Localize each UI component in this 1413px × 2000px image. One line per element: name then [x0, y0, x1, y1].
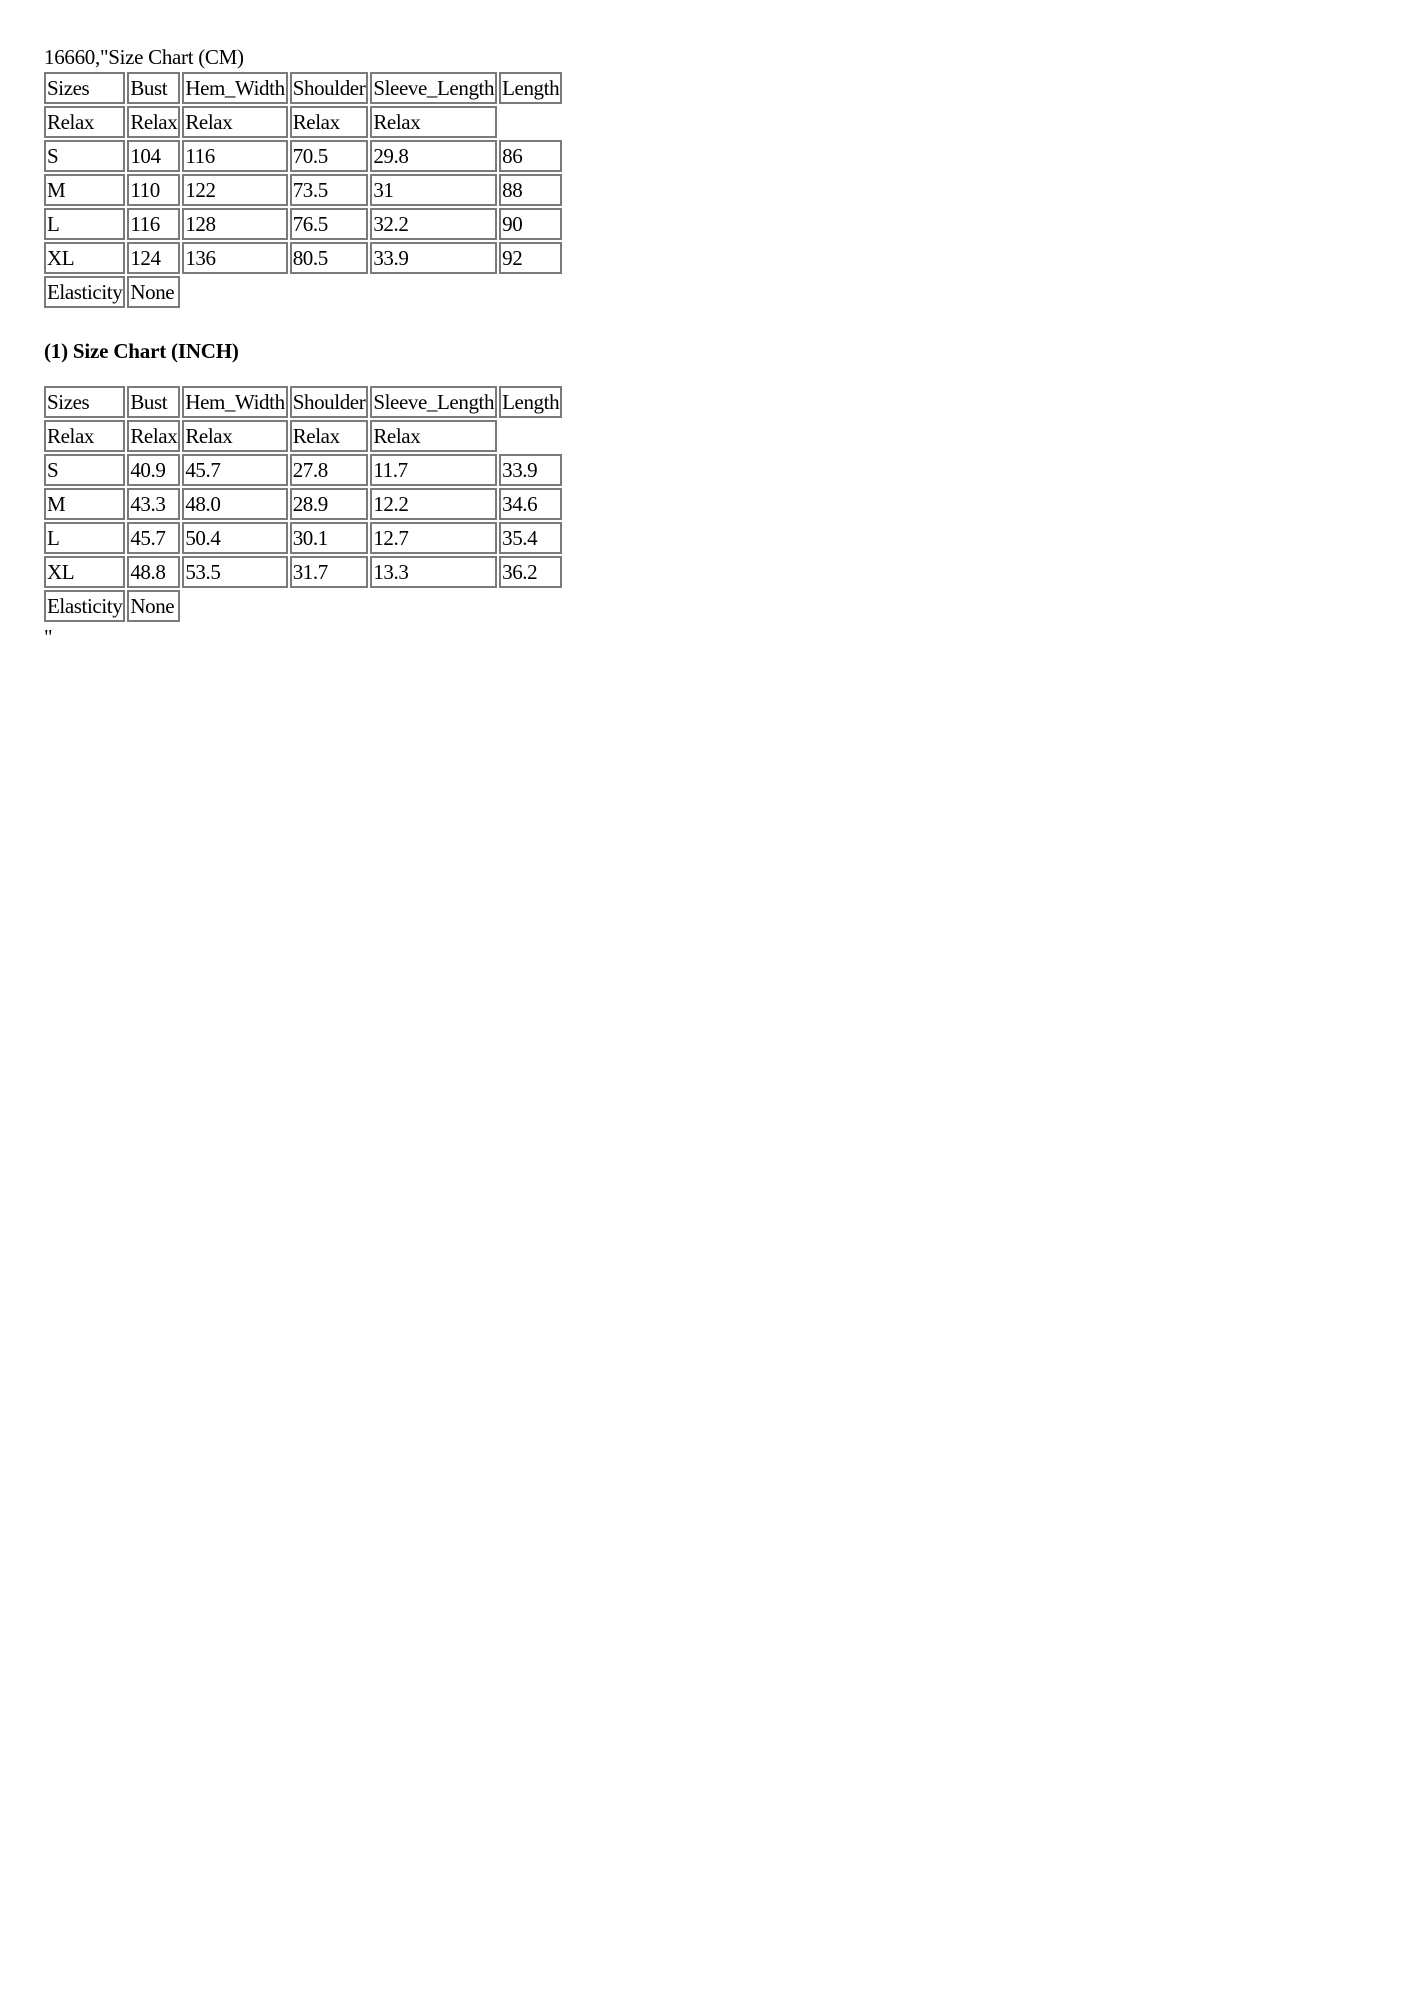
table-cell: 45.7	[182, 454, 287, 486]
table-row	[44, 454, 562, 486]
size-chart-cm-table	[42, 70, 564, 310]
header-cell-shoulder: Shoulder	[290, 386, 369, 418]
header-cell-hem-width: Hem_Width	[182, 386, 287, 418]
document-title: 16660,"Size Chart (CM)	[44, 45, 244, 69]
relax-cell: Relax	[182, 106, 287, 138]
table-cell: 124	[127, 242, 180, 274]
header-cell-sleeve-length: Sleeve_Length	[370, 386, 497, 418]
table-cell: 12.7	[370, 522, 497, 554]
table-row	[44, 242, 562, 274]
elasticity-label-cell: Elasticity	[44, 276, 125, 308]
table-cell: 88	[499, 174, 562, 206]
table-cell: 31	[370, 174, 497, 206]
table-cell: 30.1	[290, 522, 369, 554]
table-cell: 31.7	[290, 556, 369, 588]
table-cell: 116	[127, 208, 180, 240]
relax-row	[44, 420, 562, 452]
header-cell-sizes: Sizes	[44, 386, 125, 418]
table-cell: 104	[127, 140, 180, 172]
table-cell: 90	[499, 208, 562, 240]
table-cell: 53.5	[182, 556, 287, 588]
table-cell: 34.6	[499, 488, 562, 520]
table-cell: 76.5	[290, 208, 369, 240]
empty-cell	[290, 276, 369, 308]
relax-cell: Relax	[290, 420, 369, 452]
relax-row	[44, 106, 562, 138]
table-cell: XL	[44, 242, 125, 274]
table-cell: 13.3	[370, 556, 497, 588]
table-cell: 33.9	[499, 454, 562, 486]
table-cell: L	[44, 208, 125, 240]
table-cell: 48.8	[127, 556, 180, 588]
table-row	[44, 488, 562, 520]
header-cell-sleeve-length: Sleeve_Length	[370, 72, 497, 104]
table-cell: 116	[182, 140, 287, 172]
table-cell: 36.2	[499, 556, 562, 588]
table-cell: 12.2	[370, 488, 497, 520]
table-row	[44, 522, 562, 554]
empty-cell	[499, 420, 562, 452]
table-cell: 27.8	[290, 454, 369, 486]
relax-cell: Relax	[44, 420, 125, 452]
table-cell: 45.7	[127, 522, 180, 554]
table-row	[44, 174, 562, 206]
table-cell: 40.9	[127, 454, 180, 486]
empty-cell	[499, 106, 562, 138]
inch-section-heading: (1) Size Chart (INCH)	[44, 339, 239, 363]
table-cell: S	[44, 140, 125, 172]
table-cell: 128	[182, 208, 287, 240]
empty-cell	[182, 276, 287, 308]
table-cell: 80.5	[290, 242, 369, 274]
empty-cell	[499, 276, 562, 308]
table-row	[44, 140, 562, 172]
table-cell: 92	[499, 242, 562, 274]
elasticity-value-cell: None	[127, 276, 180, 308]
table-cell: 35.4	[499, 522, 562, 554]
table-cell: M	[44, 174, 125, 206]
header-row	[44, 72, 562, 104]
header-cell-shoulder: Shoulder	[290, 72, 369, 104]
table-row	[44, 556, 562, 588]
table-cell: 86	[499, 140, 562, 172]
table-cell: M	[44, 488, 125, 520]
relax-cell: Relax	[290, 106, 369, 138]
header-cell-bust: Bust	[127, 72, 180, 104]
relax-cell: Relax	[127, 106, 180, 138]
table-cell: 33.9	[370, 242, 497, 274]
relax-cell: Relax	[127, 420, 180, 452]
table-cell: 136	[182, 242, 287, 274]
table-cell: 70.5	[290, 140, 369, 172]
header-cell-length: Length	[499, 386, 562, 418]
header-row	[44, 386, 562, 418]
empty-cell	[370, 590, 497, 622]
header-cell-length: Length	[499, 72, 562, 104]
table-cell: 73.5	[290, 174, 369, 206]
header-cell-hem-width: Hem_Width	[182, 72, 287, 104]
elasticity-row	[44, 590, 562, 622]
header-cell-sizes: Sizes	[44, 72, 125, 104]
relax-cell: Relax	[182, 420, 287, 452]
empty-cell	[499, 590, 562, 622]
empty-cell	[370, 276, 497, 308]
table-cell: XL	[44, 556, 125, 588]
table-cell: 29.8	[370, 140, 497, 172]
empty-cell	[290, 590, 369, 622]
relax-cell: Relax	[370, 420, 497, 452]
elasticity-label-cell: Elasticity	[44, 590, 125, 622]
elasticity-row	[44, 276, 562, 308]
table-cell: 50.4	[182, 522, 287, 554]
closing-quote-mark: "	[44, 625, 53, 649]
header-cell-bust: Bust	[127, 386, 180, 418]
size-chart-inch-table	[42, 384, 564, 624]
relax-cell: Relax	[370, 106, 497, 138]
relax-cell: Relax	[44, 106, 125, 138]
table-cell: 110	[127, 174, 180, 206]
table-cell: L	[44, 522, 125, 554]
table-cell: S	[44, 454, 125, 486]
table-cell: 122	[182, 174, 287, 206]
table-cell: 11.7	[370, 454, 497, 486]
table-cell: 28.9	[290, 488, 369, 520]
table-cell: 32.2	[370, 208, 497, 240]
table-cell: 48.0	[182, 488, 287, 520]
table-row	[44, 208, 562, 240]
empty-cell	[182, 590, 287, 622]
elasticity-value-cell: None	[127, 590, 180, 622]
table-cell: 43.3	[127, 488, 180, 520]
